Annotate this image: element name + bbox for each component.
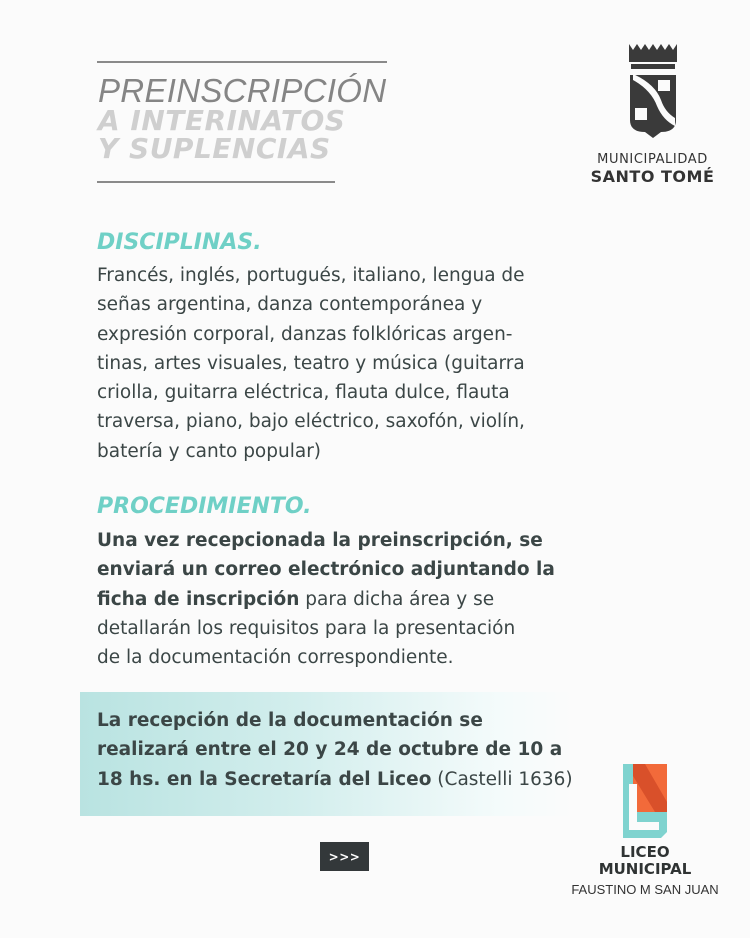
disciplinas-text	[97, 261, 525, 466]
liceo-logo	[560, 762, 730, 897]
text-line	[97, 378, 525, 407]
regular-text: tinas, artes visuales, teatro y música (guitarra	[97, 352, 525, 374]
bold-text: 18 hs. en la Secretaría del Liceo	[97, 768, 432, 790]
regular-text: criolla, guitarra eléctrica, flauta dulce, flauta	[97, 382, 510, 404]
text-line	[97, 320, 525, 349]
text-line	[97, 290, 525, 319]
bold-text: ficha de inscripción	[97, 588, 300, 610]
bold-text: La recepción de la documentación se	[97, 710, 483, 731]
regular-text: expresión corporal, danzas folklóricas argen-	[97, 323, 513, 345]
regular-text: traversa, piano, bajo eléctrico, saxofón, violín,	[97, 411, 525, 433]
title-line-2: A INTERINATOS	[98, 104, 346, 137]
regular-text: (Castelli 1636)	[431, 768, 573, 790]
regular-text: detallarán los requisitos para la presentación	[97, 617, 516, 639]
text-line	[97, 765, 573, 794]
liceo-emblem-icon	[621, 762, 669, 840]
municipal-label: MUNICIPAL	[598, 860, 692, 878]
bold-text: Una vez recepcionada la preinscripción, se	[97, 530, 543, 551]
text-line	[97, 585, 555, 614]
faustino-label: FAUSTINO M SAN JUAN	[571, 882, 719, 897]
procedimiento-heading: PROCEDIMIENTO.	[97, 494, 312, 519]
text-line	[97, 614, 555, 643]
top-divider	[97, 61, 387, 63]
recepcion-callout	[80, 692, 572, 816]
bold-text: enviará un correo electrónico adjuntando la	[97, 559, 555, 581]
regular-text: para dicha área y se	[299, 588, 495, 610]
regular-text: señas argentina, danza contemporánea y	[97, 294, 483, 316]
regular-text: de la documentación correspondiente.	[97, 647, 454, 669]
regular-text: Francés, inglés, portugués, italiano, lengua de	[97, 265, 525, 286]
santo-tome-label: SANTO TOMÉ	[590, 167, 715, 186]
text-line	[97, 437, 525, 466]
text-line	[97, 706, 573, 735]
text-line	[97, 555, 555, 584]
disciplinas-heading: DISCIPLINAS.	[97, 230, 262, 255]
text-line	[97, 526, 555, 555]
coat-of-arms-icon	[625, 40, 681, 140]
text-line	[97, 407, 525, 436]
text-line	[97, 261, 525, 290]
text-line	[97, 735, 573, 764]
municipalidad-label: MUNICIPALIDAD	[597, 152, 708, 167]
text-line	[97, 349, 525, 378]
municipalidad-logo	[585, 40, 720, 186]
liceo-label: LICEO	[620, 843, 670, 861]
bold-text: realizará entre el 20 y 24 de octubre de 10 a	[97, 739, 563, 761]
title-line-1: PREINSCRIPCIÓN	[98, 72, 387, 109]
regular-text: batería y canto popular)	[97, 440, 322, 462]
text-line	[97, 643, 555, 672]
title-line-3: Y SUPLENCIAS	[98, 132, 331, 165]
next-page-button[interactable]: >>>	[320, 842, 369, 871]
procedimiento-text	[97, 526, 555, 672]
recepcion-text	[97, 706, 573, 794]
bottom-divider	[97, 181, 335, 183]
